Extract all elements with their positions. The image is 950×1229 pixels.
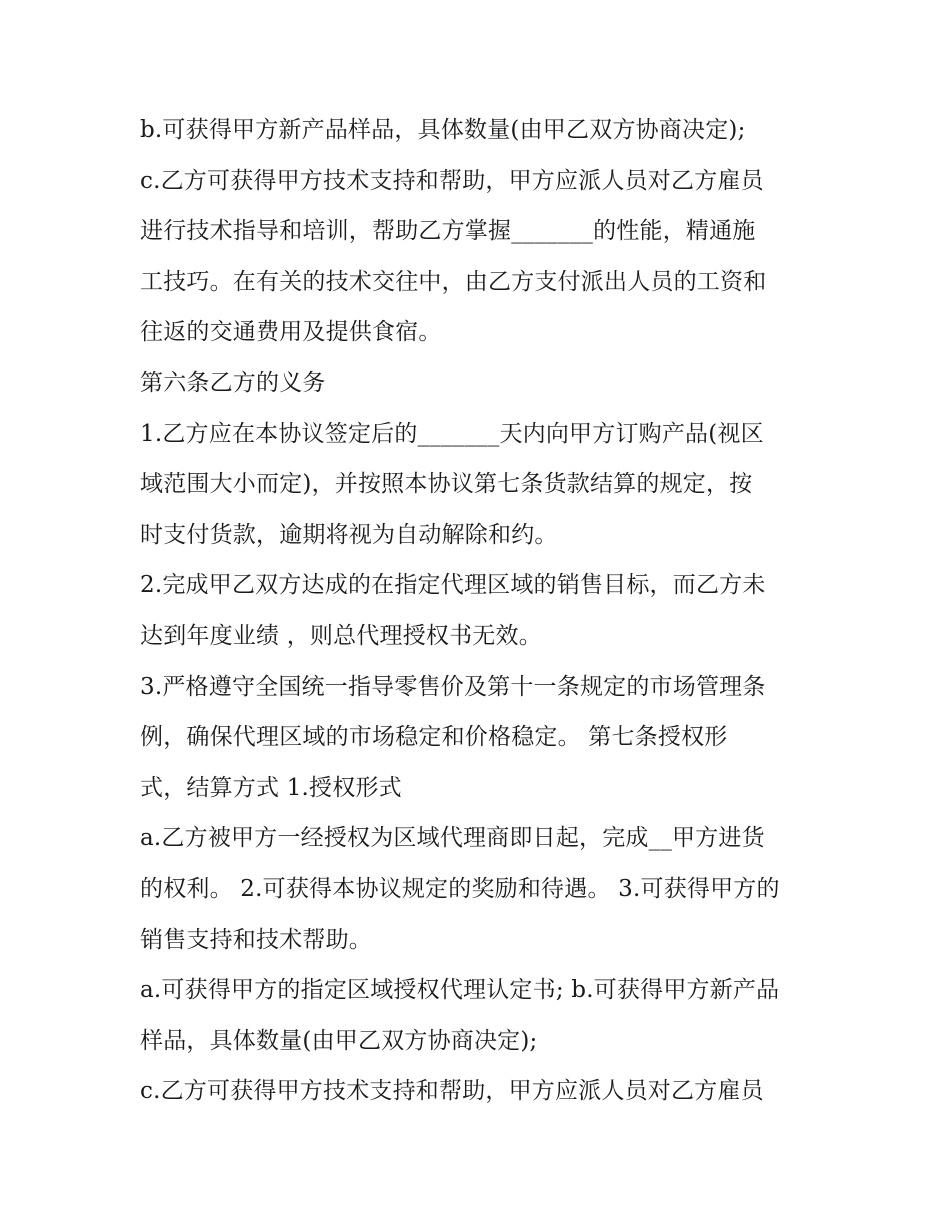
text-line: a.乙方被甲方一经授权为区域代理商即日起，完成__甲方进货 — [140, 825, 765, 852]
text-line: 的权利。 2.可获得本协议规定的奖励和待遇。 3.可获得甲方的 — [140, 875, 780, 902]
text-line: 往返的交通费用及提供食宿。 — [140, 319, 442, 346]
text-line: 3.严格遵守全国统一指导零售价及第十一条规定的市场管理条 — [140, 673, 766, 700]
text-line: c.乙方可获得甲方技术支持和帮助，甲方应派人员对乙方雇员 — [140, 167, 764, 194]
text-line: 工技巧。在有关的技术交往中，由乙方支付派出人员的工资和 — [140, 268, 767, 295]
text-line: 2.完成甲乙双方达成的在指定代理区域的销售目标，而乙方未 — [140, 572, 766, 599]
text-line: 样品，具体数量(由甲乙双方协商决定); — [140, 1027, 538, 1054]
document-body — [140, 105, 830, 1117]
text-line: 时支付货款，逾期将视为自动解除和约。 — [140, 521, 558, 548]
text-line: 达到年度业绩 ，则总代理授权书无效。 — [140, 622, 542, 649]
text-line: c.乙方可获得甲方技术支持和帮助，甲方应派人员对乙方雇员 — [140, 1078, 764, 1105]
text-line: 例，确保代理区域的市场稳定和价格稳定。 第七条授权形 — [140, 724, 728, 751]
text-line: 式，结算方式 1.授权形式 — [140, 774, 402, 801]
text-line: a.可获得甲方的指定区域授权代理认定书; b.可获得甲方新产品 — [140, 977, 780, 1004]
text-line: 销售支持和技术帮助。 — [140, 926, 372, 953]
section-heading: 第六条乙方的义务 — [140, 369, 326, 396]
text-line: 域范围大小而定)，并按照本协议第七条货款结算的规定，按 — [140, 471, 753, 498]
text-line: b.可获得甲方新产品样品，具体数量(由甲乙双方协商决定); — [140, 117, 746, 143]
text-line: 进行技术指导和培训，帮助乙方掌握_______的性能，精通施 — [140, 218, 756, 245]
text-line: 1.乙方应在本协议签定后的_______天内向甲方订购产品(视区 — [140, 420, 764, 447]
